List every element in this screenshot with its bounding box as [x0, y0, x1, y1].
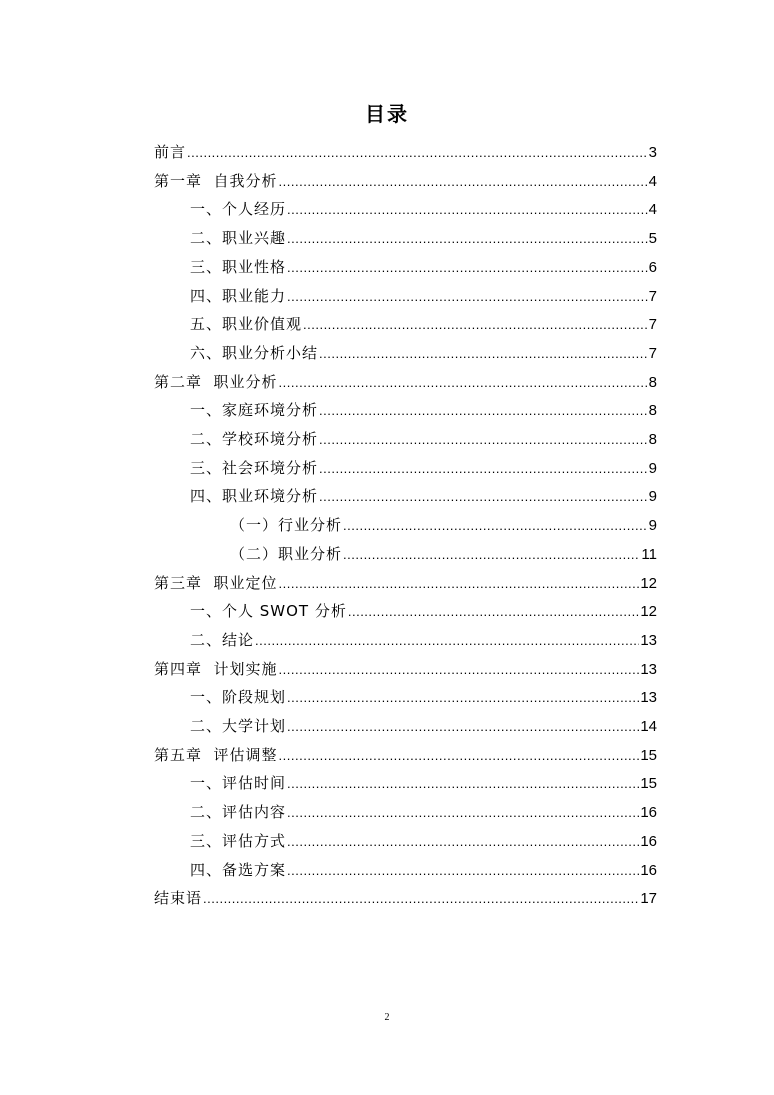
toc-entry-label: 第五章 评估调整	[154, 745, 278, 764]
toc-entry-page: 13	[640, 660, 657, 678]
toc-entry-label: （二）职业分析	[230, 544, 343, 563]
dot-leader	[319, 400, 648, 422]
toc-entry[interactable]	[154, 572, 657, 594]
toc-entry-label: 第三章 职业定位	[154, 573, 278, 592]
toc-entry[interactable]	[190, 715, 657, 737]
toc-entry-label: 前言	[154, 143, 187, 161]
toc-entry[interactable]	[190, 313, 657, 335]
toc-entry-label: （一）行业分析	[230, 516, 343, 535]
dot-leader	[279, 171, 648, 193]
toc-entry-label: 第一章 自我分析	[154, 171, 278, 190]
dot-leader	[279, 659, 640, 681]
toc-entry[interactable]	[190, 256, 657, 278]
toc-entry-label: 结束语	[154, 889, 203, 908]
toc-entry-page: 16	[640, 832, 657, 850]
toc-entry-page: 7	[648, 344, 657, 362]
toc-entry-page: 12	[640, 603, 657, 621]
toc-entry[interactable]	[154, 887, 657, 909]
toc-entry[interactable]	[190, 686, 657, 708]
toc-entry-label: 一、个人 SWOT 分析	[190, 602, 347, 621]
toc-entry[interactable]	[190, 342, 657, 364]
toc-entry-label: 二、学校环境分析	[190, 430, 319, 448]
toc-entry[interactable]	[190, 285, 657, 307]
toc-entry-label: 二、结论	[190, 630, 255, 649]
toc-entry[interactable]	[154, 658, 657, 680]
toc-entry-page: 13	[640, 689, 657, 707]
toc-entry-page: 8	[648, 402, 657, 420]
toc-entry-label: 第四章 计划实施	[154, 659, 278, 678]
dot-leader	[279, 573, 640, 595]
toc-entry-page: 4	[648, 172, 657, 190]
dot-leader	[287, 286, 648, 308]
toc-entry-page: 9	[648, 459, 657, 477]
toc-entry[interactable]	[190, 457, 657, 479]
toc-entry-page: 14	[640, 718, 657, 735]
toc-entry-label: 四、备选方案	[190, 860, 287, 879]
toc-entry[interactable]	[154, 141, 657, 163]
toc-entry[interactable]	[190, 859, 657, 881]
dot-leader	[287, 199, 648, 221]
toc-entry-page: 8	[648, 373, 657, 391]
toc-entry-label: 四、职业环境分析	[190, 487, 319, 506]
toc-entry-page: 8	[648, 431, 657, 448]
toc-entry-label: 三、社会环境分析	[190, 458, 319, 477]
toc-entry-page: 17	[640, 890, 657, 908]
toc-entry-label: 六、职业分析小结	[190, 343, 319, 362]
dot-leader	[287, 687, 639, 709]
dot-leader	[287, 773, 639, 795]
toc-title: 目录	[365, 102, 409, 126]
dot-leader	[287, 228, 648, 250]
toc-entry[interactable]	[190, 772, 657, 794]
dot-leader	[343, 544, 640, 566]
toc-entry-page: 11	[641, 545, 657, 563]
toc-entry-page: 9	[648, 517, 657, 535]
toc-entry-label: 二、大学计划	[190, 717, 287, 735]
toc-entry[interactable]	[230, 543, 657, 565]
toc-entry[interactable]	[154, 371, 657, 393]
toc-entry[interactable]	[190, 198, 657, 220]
toc-entry[interactable]	[190, 428, 657, 450]
toc-entry-page: 9	[648, 488, 657, 506]
toc-entry-page: 13	[640, 631, 657, 649]
dot-leader	[319, 343, 648, 365]
page-number: 2	[384, 1012, 390, 1023]
toc-entry-label: 一、评估时间	[190, 774, 287, 793]
dot-leader	[187, 142, 648, 164]
toc-entry-label: 四、职业能力	[190, 286, 287, 305]
dot-leader	[287, 802, 639, 824]
dot-leader	[348, 601, 639, 623]
toc-entry[interactable]	[190, 485, 657, 507]
toc-entry[interactable]	[154, 744, 657, 766]
toc-entry[interactable]	[190, 801, 657, 823]
toc-entry[interactable]	[190, 629, 657, 651]
dot-leader	[279, 745, 640, 767]
dot-leader	[287, 831, 639, 853]
toc-entry[interactable]	[190, 227, 657, 249]
dot-leader	[319, 429, 648, 451]
toc-entry-page: 16	[640, 804, 657, 822]
toc-entry-label: 二、职业兴趣	[190, 229, 287, 248]
toc-entry-label: 一、阶段规划	[190, 688, 287, 707]
toc-entry-label: 三、评估方式	[190, 831, 287, 850]
dot-leader	[287, 860, 639, 882]
toc-entry[interactable]	[230, 514, 657, 536]
dot-leader	[287, 716, 639, 738]
dot-leader	[279, 372, 648, 394]
dot-leader	[319, 458, 648, 480]
toc-entry-label: 三、职业性格	[190, 257, 287, 276]
toc-entry-label: 一、个人经历	[190, 200, 287, 219]
toc-entry-page: 4	[648, 201, 657, 219]
toc-entry-label: 一、家庭环境分析	[190, 401, 319, 420]
toc-entry-page: 15	[640, 746, 657, 764]
toc-entry-label: 五、职业价值观	[190, 315, 303, 334]
toc-entry-page: 3	[648, 144, 657, 161]
toc-entry[interactable]	[190, 600, 657, 622]
toc-entry-label: 二、评估内容	[190, 803, 287, 822]
dot-leader	[319, 486, 648, 508]
toc-entry[interactable]	[154, 170, 657, 192]
toc-entry-page: 7	[648, 316, 657, 334]
toc-entry-page: 16	[640, 861, 657, 879]
toc-entry-page: 15	[640, 775, 657, 793]
dot-leader	[203, 888, 639, 910]
dot-leader	[303, 314, 648, 336]
toc-entry[interactable]	[190, 830, 657, 852]
toc-entry[interactable]	[190, 399, 657, 421]
toc-entry-page: 7	[648, 287, 657, 305]
toc-entry-page: 5	[648, 230, 657, 248]
dot-leader	[255, 630, 639, 652]
dot-leader	[343, 515, 648, 537]
dot-leader	[287, 257, 648, 279]
toc-entry-page: 6	[648, 258, 657, 276]
toc-entry-page: 12	[640, 574, 657, 592]
toc-entry-label: 第二章 职业分析	[154, 372, 278, 391]
